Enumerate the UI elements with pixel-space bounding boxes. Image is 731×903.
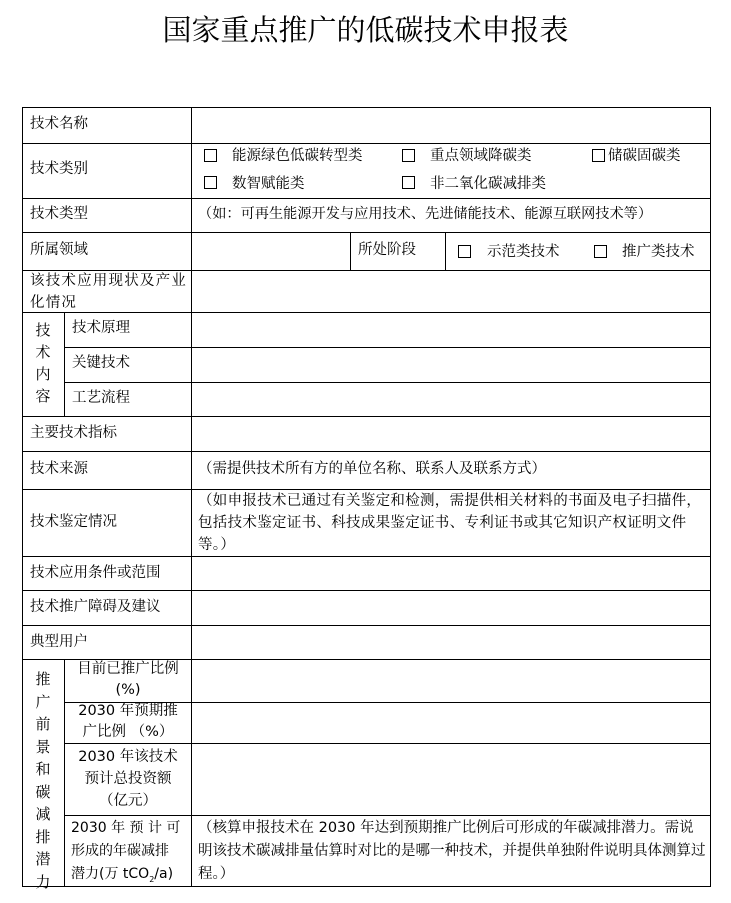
row-divider bbox=[22, 451, 711, 452]
label-key-tech: 关键技术 bbox=[72, 355, 130, 371]
label-2030-potential bbox=[71, 817, 191, 891]
label-current-ratio bbox=[65, 659, 191, 701]
input-current-ratio[interactable] bbox=[192, 660, 710, 702]
label-field: 所属领域 bbox=[30, 242, 88, 258]
label-line: 预计总投资额 bbox=[84, 771, 172, 787]
row-divider bbox=[22, 143, 711, 144]
unit-subscript: 2 bbox=[149, 874, 155, 884]
col-divider bbox=[22, 107, 23, 887]
label-indicators: 主要技术指标 bbox=[30, 425, 117, 441]
checkbox-icon[interactable] bbox=[204, 149, 217, 162]
unit-text: 潜力(万 tCO bbox=[71, 866, 150, 882]
label-line bbox=[71, 863, 191, 891]
label-2030-investment bbox=[65, 746, 191, 812]
input-2030-investment[interactable] bbox=[192, 744, 710, 815]
label-prospect-group: 推广前景和碳减排潜力 bbox=[35, 670, 51, 891]
label-line: 2030 年预期推 bbox=[78, 703, 178, 719]
label-stage: 所处阶段 bbox=[358, 242, 416, 258]
input-principle[interactable] bbox=[192, 313, 710, 347]
input-field[interactable] bbox=[192, 233, 350, 270]
potential-hint[interactable]: （核算申报技术在 2030 年达到预期推广比例后可形成的年碳减排潜力。需说明该技术碳减排量估算时对比的是哪一种技术，并提供单独附件说明具体测算过程。） bbox=[198, 820, 706, 882]
label-line: 2030 年该技术 bbox=[78, 749, 178, 765]
option-label: 推广类技术 bbox=[622, 244, 695, 260]
checkbox-icon[interactable] bbox=[458, 245, 471, 258]
label-tech-category: 技术类别 bbox=[30, 161, 88, 177]
unit-text: /a) bbox=[154, 866, 174, 882]
label-line: 目前已推广比例 bbox=[77, 661, 179, 677]
col-divider bbox=[350, 232, 351, 270]
label-conditions: 技术应用条件或范围 bbox=[30, 565, 161, 581]
input-tech-name[interactable] bbox=[192, 108, 710, 143]
label-tech-name: 技术名称 bbox=[30, 116, 88, 132]
option-label: 数智赋能类 bbox=[232, 176, 305, 192]
input-process[interactable] bbox=[192, 383, 710, 416]
form-title: 国家重点推广的低碳技术申报表 bbox=[162, 13, 569, 47]
input-key-tech[interactable] bbox=[192, 348, 710, 382]
label-process: 工艺流程 bbox=[72, 390, 130, 406]
label-principle: 技术原理 bbox=[72, 320, 130, 336]
label-line: 广比例 （%） bbox=[82, 724, 174, 740]
source-hint[interactable]: （需提供技术所有方的单位名称、联系人及联系方式） bbox=[198, 461, 546, 477]
checkbox-icon[interactable] bbox=[402, 176, 415, 189]
input-2030-ratio[interactable] bbox=[192, 703, 710, 743]
label-2030-ratio bbox=[65, 701, 191, 743]
row-divider bbox=[22, 232, 711, 233]
label-source: 技术来源 bbox=[30, 461, 88, 477]
checkbox-icon[interactable] bbox=[592, 149, 605, 162]
input-users[interactable] bbox=[192, 626, 710, 659]
row-divider bbox=[64, 815, 711, 816]
checkbox-icon[interactable] bbox=[204, 176, 217, 189]
input-indicators[interactable] bbox=[192, 417, 710, 451]
option-label: 重点领域降碳类 bbox=[430, 148, 532, 164]
checkbox-icon[interactable] bbox=[402, 149, 415, 162]
label-status: 该技术应用现状及产业化情况 bbox=[30, 273, 187, 311]
checkbox-icon[interactable] bbox=[594, 245, 607, 258]
input-barriers[interactable] bbox=[192, 591, 710, 625]
option-label: 储碳固碳类 bbox=[608, 148, 681, 164]
label-line: 2030 年 预 计 可 bbox=[71, 820, 181, 836]
label-tech-content-group: 技术内容 bbox=[35, 321, 51, 405]
label-tech-type: 技术类型 bbox=[30, 206, 88, 222]
option-label: 能源绿色低碳转型类 bbox=[232, 148, 363, 164]
col-divider bbox=[710, 107, 711, 887]
label-barriers: 技术推广障碍及建议 bbox=[30, 599, 161, 615]
option-label: 示范类技术 bbox=[487, 244, 560, 260]
label-users: 典型用户 bbox=[30, 634, 88, 650]
label-line: （亿元） bbox=[99, 793, 157, 809]
tech-type-hint[interactable]: （如：可再生能源开发与应用技术、先进储能技术、能源互联网技术等） bbox=[198, 206, 653, 222]
row-divider bbox=[22, 198, 711, 199]
appraisal-hint[interactable]: （如申报技术已通过有关鉴定和检测，需提供相关材料的书面及电子扫描件，包括技术鉴定证书、科技成果鉴定证书、专利证书或其它知识产权证明文件等。） bbox=[198, 493, 702, 553]
label-line: 形成的年碳减排 bbox=[71, 843, 169, 859]
col-divider bbox=[445, 232, 446, 270]
label-line: (%) bbox=[115, 682, 141, 698]
col-divider bbox=[64, 312, 65, 416]
input-status[interactable] bbox=[192, 271, 710, 312]
label-appraisal: 技术鉴定情况 bbox=[30, 514, 117, 530]
option-label: 非二氧化碳减排类 bbox=[430, 176, 546, 192]
input-conditions[interactable] bbox=[192, 557, 710, 590]
